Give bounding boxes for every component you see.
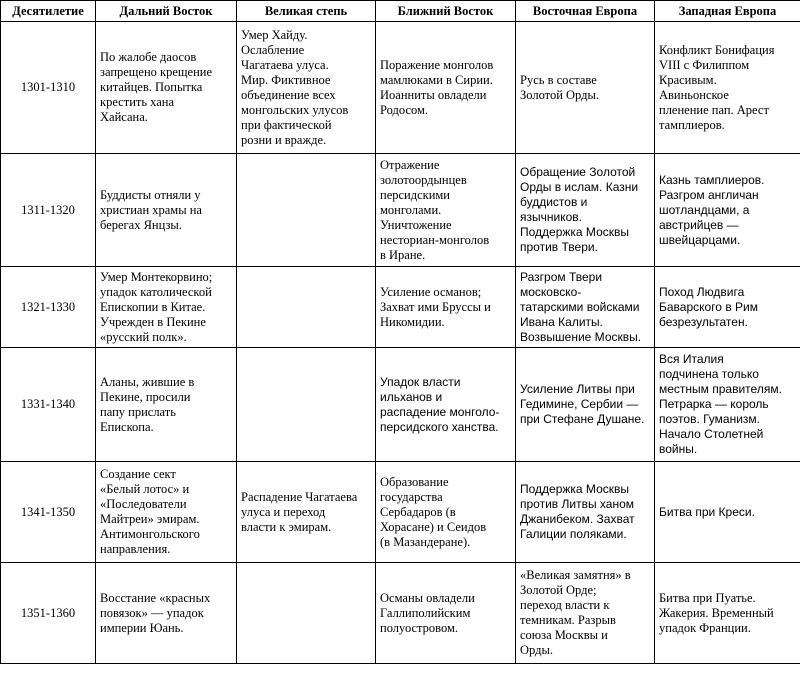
steppe-cell (237, 348, 376, 462)
decade-cell: 1341-1350 (1, 462, 96, 563)
near-east-cell: Османы овладели Галлиполийским полуостровом. (376, 563, 516, 664)
near-east-cell: Отражение золотоордынцев персидскими монголами. Уничтожение несториан-монголов в Иране. (376, 154, 516, 267)
header-near-east: Ближний Восток (376, 1, 516, 22)
steppe-cell: Умер Хайду. Ослабление Чагатаева улуса. Мир. Фиктивное объединение всех монгольских улусов при фактической розни и вражде. (237, 22, 376, 154)
decade-cell: 1331-1340 (1, 348, 96, 462)
western-europe-cell: Битва при Креси. (655, 462, 800, 563)
steppe-cell (237, 563, 376, 664)
table-row (1, 348, 800, 462)
eastern-europe-cell: Разгром Твери московско- татарскими войсками Ивана Калиты. Возвышение Москвы. (516, 267, 655, 348)
western-europe-cell: Казнь тамплиеров. Разгром англичан шотландцами, а австрийцев — швейцарцами. (655, 154, 800, 267)
header-decade: Десятилетие (1, 1, 96, 22)
western-europe-cell: Поход Людвига Баварского в Рим безрезультатен. (655, 267, 800, 348)
steppe-cell (237, 267, 376, 348)
header-western-europe: Западная Европа (655, 1, 800, 22)
table-row (1, 154, 800, 267)
near-east-cell: Поражение монголов мамлюками в Сирии. Иоанниты овладели Родосом. (376, 22, 516, 154)
western-europe-cell: Битва при Пуатье. Жакерия. Временный упадок Франции. (655, 563, 800, 664)
far-east-cell: Умер Монтекорвино; упадок католической Епископии в Китае. Учрежден в Пекине «русский полк». (96, 267, 237, 348)
decade-cell: 1321-1330 (1, 267, 96, 348)
near-east-cell: Образование государства Сербадаров (в Хорасане) и Сеидов (в Мазандеране). (376, 462, 516, 563)
western-europe-cell: Вся Италия подчинена только местным правителям. Петрарка — король поэтов. Гуманизм. Начало Столетней войны. (655, 348, 800, 462)
header-far-east: Дальний Восток (96, 1, 237, 22)
header-row (1, 1, 800, 22)
eastern-europe-cell: Усиление Литвы при Гедимине, Сербии — при Стефане Душане. (516, 348, 655, 462)
table-row (1, 462, 800, 563)
far-east-cell: Восстание «красных повязок» — упадок империи Юань. (96, 563, 237, 664)
decade-cell: 1301-1310 (1, 22, 96, 154)
far-east-cell: Аланы, жившие в Пекине, просили папу прислать Епископа. (96, 348, 237, 462)
near-east-cell: Упадок власти ильханов и распадение монголо- персидского ханства. (376, 348, 516, 462)
steppe-cell: Распадение Чагатаева улуса и переход власти к эмирам. (237, 462, 376, 563)
eastern-europe-cell: Русь в составе Золотой Орды. (516, 22, 655, 154)
near-east-cell: Усиление османов; Захват ими Бруссы и Никомидии. (376, 267, 516, 348)
far-east-cell: Буддисты отняли у христиан храмы на берегах Янцзы. (96, 154, 237, 267)
western-europe-cell: Конфликт Бонифация VIII с Филиппом Красивым. Авиньонское пленение пап. Арест тамплиеров. (655, 22, 800, 154)
eastern-europe-cell: Поддержка Москвы против Литвы ханом Джанибеком. Захват Галиции поляками. (516, 462, 655, 563)
decade-cell: 1351-1360 (1, 563, 96, 664)
far-east-cell: По жалобе даосов запрещено крещение китайцев. Попытка крестить хана Хайсана. (96, 22, 237, 154)
eastern-europe-cell: «Великая замятня» в Золотой Орде; переход власти к темникам. Разрыв союза Москвы и Орды. (516, 563, 655, 664)
header-eastern-europe: Восточная Европа (516, 1, 655, 22)
far-east-cell: Создание сект «Белый лотос» и «Последователи Майтреи» эмирам. Антимонгольского направления. (96, 462, 237, 563)
table-row (1, 563, 800, 664)
steppe-cell (237, 154, 376, 267)
header-great-steppe: Великая степь (237, 1, 376, 22)
decade-cell: 1311-1320 (1, 154, 96, 267)
table-row (1, 22, 800, 154)
table-row (1, 267, 800, 348)
eastern-europe-cell: Обращение Золотой Орды в ислам. Казни буддистов и язычников. Поддержка Москвы против Твери. (516, 154, 655, 267)
